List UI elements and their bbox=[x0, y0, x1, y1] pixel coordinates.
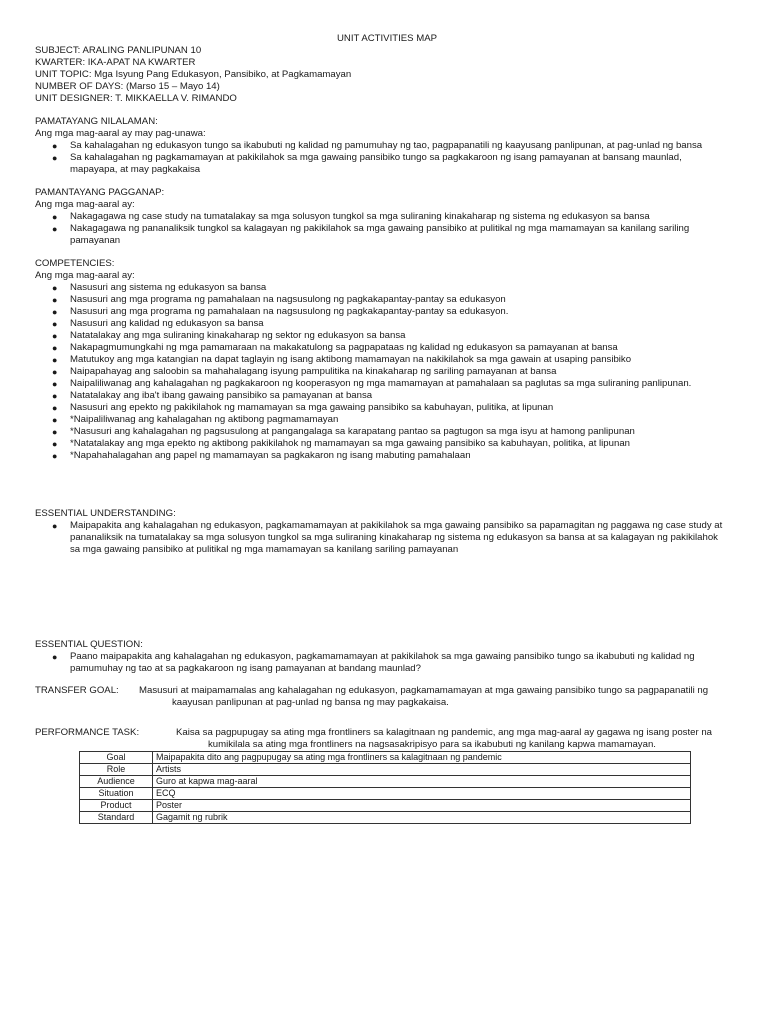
list-item: ● *Napahahalagahan ang papel ng mamamayan sa pagkakaron ng isang mabuting pamahalaan bbox=[52, 450, 471, 461]
list-item: ● *Naipaliliwanag ang kahalagahan ng aktibong pagmamamayan bbox=[52, 414, 339, 425]
list-item: ● Natatalakay ang iba't ibang gawaing pansibiko sa pamayanan at bansa bbox=[52, 390, 373, 401]
bullet-icon: ● bbox=[52, 652, 58, 662]
unit-topic-line: UNIT TOPIC: Mga Isyung Pang Edukasyon, Pansibiko, at Pagkamamayan bbox=[35, 69, 352, 80]
document-page bbox=[35, 33, 735, 751]
grasps-value-cell: Maipapakita dito ang pagpupugay sa ating mga frontliners sa kalagitnaan ng pandemic bbox=[153, 752, 691, 764]
table-row bbox=[80, 788, 691, 800]
grasps-value-cell: Guro at kapwa mag-aaral bbox=[153, 776, 691, 788]
performance-task-text-line1: Kaisa sa pagpupugay sa ating mga frontliners sa kalagitnaan ng pandemic, ang mga mag-aaral ay gagawa ng isang poster na bbox=[176, 727, 712, 738]
content-standard-intro: Ang mga mag-aaral ay may pag-unawa: bbox=[35, 128, 206, 139]
list-item: ● *Natatalakay ang mga epekto ng aktibong pakikilahok ng mamamayan sa mga gawaing pansibiko sa kabuhayan, politika, at lipunan bbox=[52, 438, 630, 449]
essential-question-heading: ESSENTIAL QUESTION: bbox=[35, 639, 143, 650]
bullet-icon: ● bbox=[52, 367, 58, 377]
unit-designer-line: UNIT DESIGNER: T. MIKKAELLA V. RIMANDO bbox=[35, 93, 237, 104]
bullet-icon: ● bbox=[52, 451, 58, 461]
grasps-table bbox=[79, 751, 691, 824]
grasps-key-cell: Audience bbox=[80, 776, 153, 788]
bullet-icon: ● bbox=[52, 379, 58, 389]
table-row bbox=[80, 776, 691, 788]
competencies-heading: COMPETENCIES: bbox=[35, 258, 115, 269]
list-item: ● Matutukoy ang mga katangian na dapat taglayin ng isang aktibong mamamayan na nakikilahok sa mga gawain at usaping pansibiko bbox=[52, 354, 632, 365]
bullet-icon: ● bbox=[52, 319, 58, 329]
grasps-value-cell: Gagamit ng rubrik bbox=[153, 812, 691, 824]
grasps-key-cell: Standard bbox=[80, 812, 153, 824]
bullet-icon: ● bbox=[52, 331, 58, 341]
transfer-goal-text-line1: Masusuri at maipamamalas ang kahalagahan ng edukasyon, pagkamamamayan at mga gawaing pansibiko tungo sa pagpapanatili ng bbox=[139, 685, 709, 696]
bullet-icon: ● bbox=[52, 521, 58, 531]
bullet-icon: ● bbox=[52, 283, 58, 293]
list-item: ● Sa kahalagahan ng edukasyon tungo sa ikabubuti ng kalidad ng pamumuhay ng tao, pagpapanatili ng kaayusang panlipunan, at pag-unlad ng bansa bbox=[52, 140, 703, 151]
competencies-intro: Ang mga mag-aaral ay: bbox=[35, 270, 135, 281]
list-item: ● Maipapakita ang kahalagahan ng edukasyon, pagkamamamayan at pakikilahok sa mga gawaing pansibiko sa papamagitan ng paggawa ng case study at pananaliksik na tumatalakay sa mga solusyon tungkol sa mga suliraning kinakaharap ng sistema ng edukasyon sa bansa at sa kalagayan ng pakikilahok sa mga gawaing pansibiko at pulitikal ng mga mamamayan sa kanilang sariling pamayanan bbox=[52, 520, 723, 555]
list-item: ● Nasusuri ang kalidad ng edukasyon sa bansa bbox=[52, 318, 264, 329]
list-item: ● Sa kahalagahan ng pagkamamayan at pakikilahok sa mga gawaing pansibiko tungo sa pagkakaroon ng isang pamayanan at bansang maunlad, mapayapa, at may pagkakaisa bbox=[52, 152, 682, 175]
performance-task-label: PERFORMANCE TASK: bbox=[35, 727, 140, 738]
essential-question-list bbox=[35, 651, 735, 675]
performance-task-text-line2: kumikilala sa ating mga frontliners na nagsasakripisyo para sa ikabubuti ng kanilang kapwa mamamayan. bbox=[208, 739, 656, 750]
bullet-icon: ● bbox=[52, 415, 58, 425]
table-row bbox=[80, 800, 691, 812]
table-row bbox=[80, 752, 691, 764]
bullet-icon: ● bbox=[52, 439, 58, 449]
performance-task bbox=[35, 727, 735, 751]
content-standard-heading: PAMATAYANG NILALAMAN: bbox=[35, 116, 158, 127]
grasps-key-cell: Goal bbox=[80, 752, 153, 764]
grasps-value-cell: ECQ bbox=[153, 788, 691, 800]
performance-standard-heading: PAMANTAYANG PAGGANAP: bbox=[35, 187, 165, 198]
grasps-key-cell: Product bbox=[80, 800, 153, 812]
list-item: ● Nakagagawa ng pananaliksik tungkol sa kalagayan ng pakikilahok sa mga gawaing pansibiko at pulitikal ng mga mamamayan sa kanilang sariling pamayanan bbox=[52, 223, 690, 246]
list-item: ● Natatalakay ang mga suliraning kinakaharap ng sektor ng edukasyon sa bansa bbox=[52, 330, 406, 341]
kwarter-line: KWARTER: IKA-APAT NA KWARTER bbox=[35, 57, 196, 68]
content-standard-list bbox=[35, 140, 735, 176]
competencies-list bbox=[35, 282, 735, 462]
grasps-key-cell: Situation bbox=[80, 788, 153, 800]
list-item: ● Nakapagmumungkahi ng mga pamamaraan na makakatulong sa pagpapataas ng kalidad ng edukasyon sa pamayanan at bansa bbox=[52, 342, 618, 353]
bullet-icon: ● bbox=[52, 224, 58, 234]
number-of-days-line: NUMBER OF DAYS: (Marso 15 – Mayo 14) bbox=[35, 81, 220, 92]
list-item: ● *Nasusuri ang kahalagahan ng pagsusulong at pangangalaga sa karapatang pantao sa pagtugon sa mga isyu at hamong panlipunan bbox=[52, 426, 635, 437]
grasps-value-cell: Artists bbox=[153, 764, 691, 776]
grasps-value-cell: Poster bbox=[153, 800, 691, 812]
bullet-icon: ● bbox=[52, 343, 58, 353]
grasps-key-cell: Role bbox=[80, 764, 153, 776]
list-item: ● Naipaliliwanag ang kahalagahan ng pagkakaroon ng kooperasyon ng mga mamamayan at pamahalaan sa paglutas sa mga suliraning panlipunan. bbox=[52, 378, 692, 389]
list-item: ● Naipapahayag ang saloobin sa mahahalagang isyung pampulitika na kinakaharap ng sariling pamayanan at bansa bbox=[52, 366, 557, 377]
list-item: ● Nasusuri ang epekto ng pakikilahok ng mamamayan sa mga gawaing pansibiko sa kabuhayan, pulitika, at lipunan bbox=[52, 402, 554, 413]
document-title: UNIT ACTIVITIES MAP bbox=[336, 33, 438, 44]
bullet-icon: ● bbox=[52, 212, 58, 222]
bullet-icon: ● bbox=[52, 355, 58, 365]
bullet-icon: ● bbox=[52, 391, 58, 401]
bullet-icon: ● bbox=[52, 153, 58, 163]
list-item: ● Nasusuri ang mga programa ng pamahalaan na nagsusulong ng pagkakapantay-pantay sa edukasyon bbox=[52, 294, 506, 305]
bullet-icon: ● bbox=[52, 427, 58, 437]
list-item: ● Nasusuri ang sistema ng edukasyon sa bansa bbox=[52, 282, 267, 293]
transfer-goal bbox=[35, 685, 735, 709]
list-item: ● Nakagagawa ng case study na tumatalakay sa mga solusyon tungkol sa mga suliraning kinakaharap ng sistema ng edukasyon sa bansa bbox=[52, 211, 650, 222]
bullet-icon: ● bbox=[52, 403, 58, 413]
bullet-icon: ● bbox=[52, 307, 58, 317]
essential-understanding-heading: ESSENTIAL UNDERSTANDING: bbox=[35, 508, 176, 519]
list-item: ● Nasusuri ang mga programa ng pamahalaan na nagsusulong ng pagkakapantay-pantay sa edukasyon. bbox=[52, 306, 509, 317]
performance-standard-intro: Ang mga mag-aaral ay: bbox=[35, 199, 135, 210]
table-row bbox=[80, 812, 691, 824]
performance-standard-list bbox=[35, 211, 735, 247]
essential-understanding-list bbox=[35, 520, 735, 556]
list-item: ● Paano maipapakita ang kahalagahan ng edukasyon, pagkamamamayan at pakikilahok sa mga gawaing pansibiko tungo sa ikabubuti ng kalidad ng pamumuhay ng tao at sa pagkakaroon ng isang pamayanan at bandang maunlad? bbox=[52, 651, 695, 674]
subject-line: SUBJECT: ARALING PANLIPUNAN 10 bbox=[35, 45, 202, 56]
bullet-icon: ● bbox=[52, 141, 58, 151]
table-row bbox=[80, 764, 691, 776]
transfer-goal-label: TRANSFER GOAL: bbox=[35, 685, 119, 696]
bullet-icon: ● bbox=[52, 295, 58, 305]
transfer-goal-text-line2: kaayusan panlipunan at pag-unlad ng bansa ng may pagkakaisa. bbox=[172, 697, 449, 708]
